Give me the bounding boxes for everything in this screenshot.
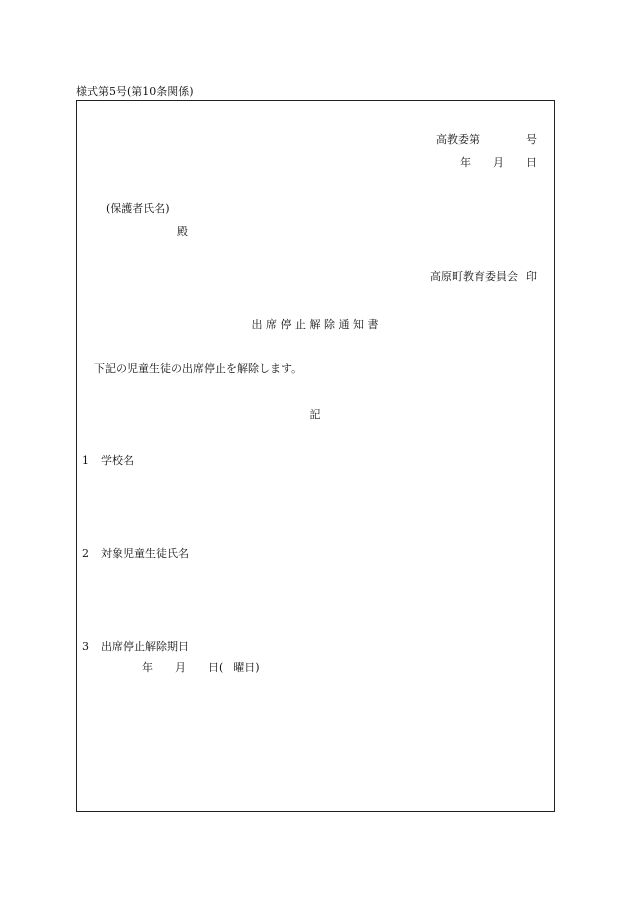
item-student-name — [82, 548, 189, 559]
item-label: 対象児童生徒氏名 — [101, 547, 189, 560]
issuer — [430, 271, 537, 282]
item-number: 2 — [82, 547, 89, 560]
item-number: 3 — [82, 640, 89, 653]
item-release-date — [82, 641, 189, 652]
honorific: 殿 — [177, 225, 188, 238]
seal-mark: 印 — [526, 270, 537, 283]
release-date-weekday: 曜日) — [233, 661, 260, 674]
record-label: 記 — [309, 408, 321, 421]
release-date-day: 日( — [208, 661, 224, 674]
document-date-year: 年 — [460, 156, 471, 169]
item-label: 学校名 — [101, 454, 134, 467]
form-label: 様式第5号(第10条関係) — [76, 85, 194, 98]
issuer-name: 高原町教育委員会 — [430, 270, 518, 283]
document-title: 出 席 停 止 解 除 通 知 書 — [251, 318, 379, 331]
notice-body: 下記の児童生徒の出席停止を解除します。 — [94, 362, 303, 375]
document-number — [436, 134, 537, 145]
release-date-fields — [142, 662, 260, 673]
document-date-month: 月 — [493, 156, 504, 169]
release-date-year: 年 — [142, 661, 153, 674]
document-number-suffix: 号 — [526, 133, 537, 146]
item-number: 1 — [82, 454, 89, 467]
item-school-name — [82, 455, 134, 466]
item-label: 出席停止解除期日 — [101, 640, 189, 653]
document-date — [460, 157, 537, 168]
document-date-day: 日 — [526, 156, 537, 169]
guardian-name-label: (保護者氏名) — [106, 202, 170, 215]
release-date-month: 月 — [175, 661, 186, 674]
document-number-prefix: 高教委第 — [436, 133, 480, 146]
